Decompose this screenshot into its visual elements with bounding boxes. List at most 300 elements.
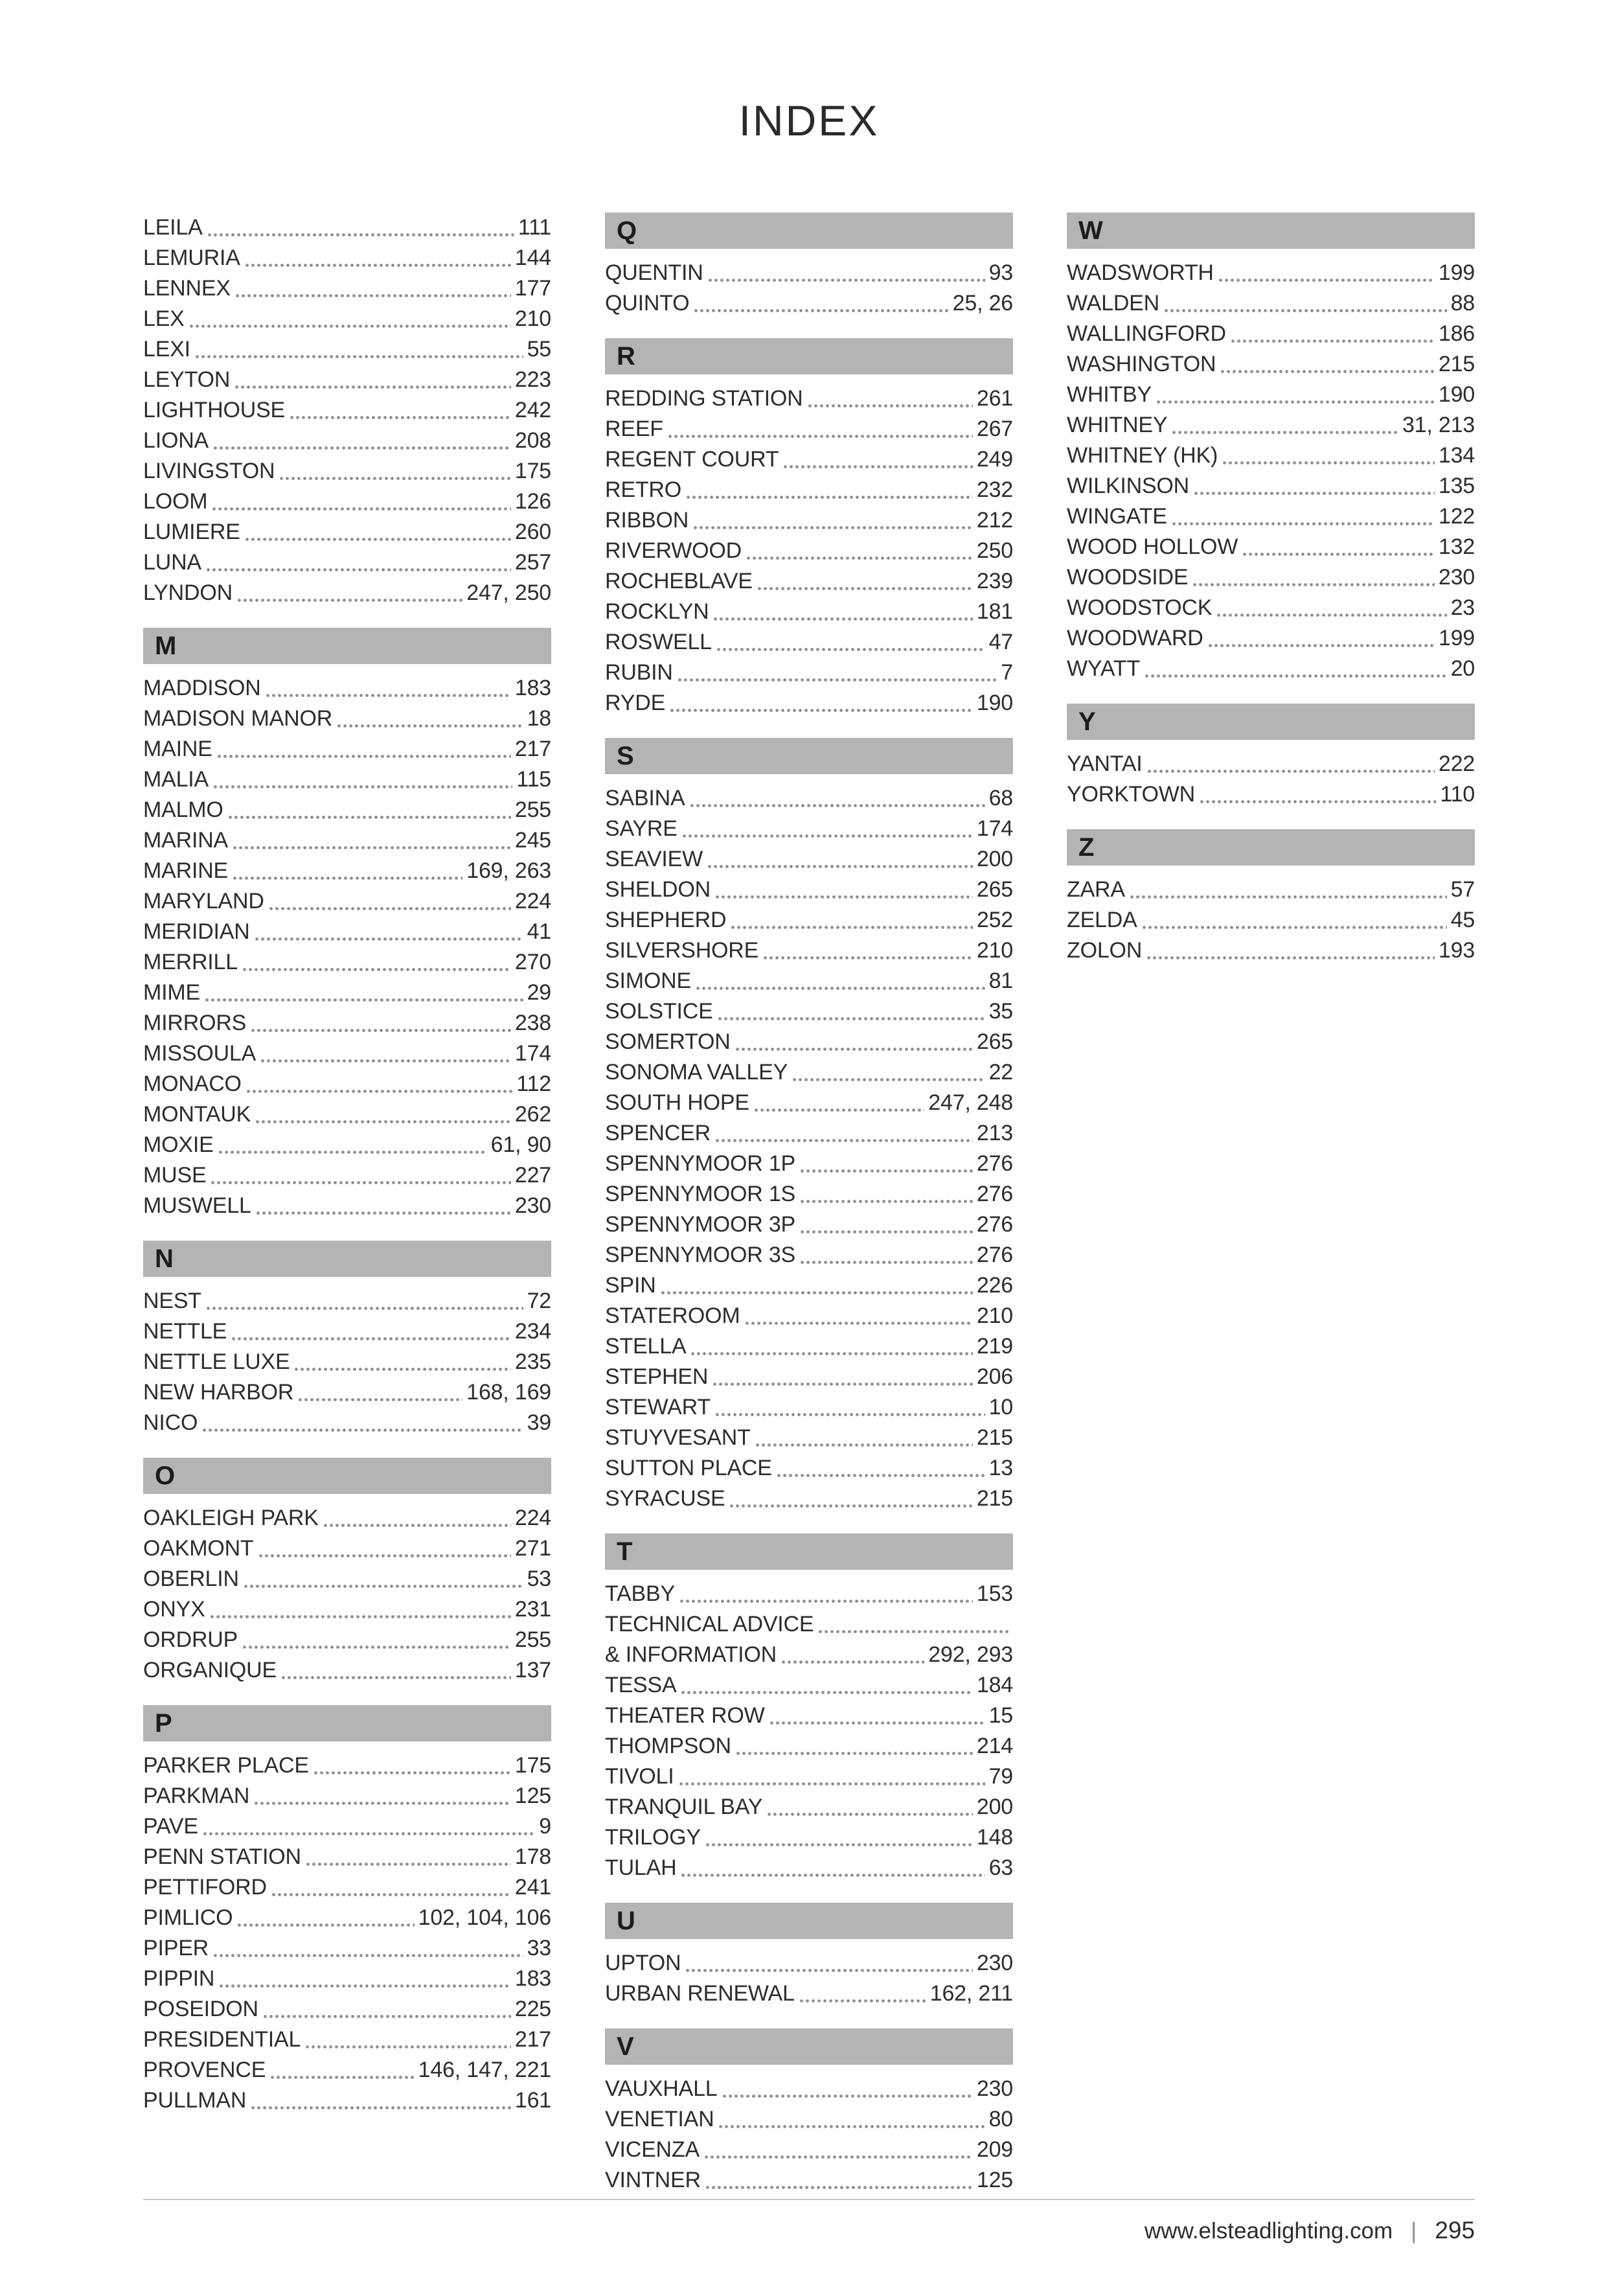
entry-page-numbers: 230 [1438, 565, 1475, 590]
dotted-leader [219, 1151, 487, 1154]
index-entry [605, 844, 1013, 875]
index-entry [605, 1301, 1013, 1331]
entry-name: TABBY [605, 1581, 675, 1606]
index-entry [1067, 532, 1475, 562]
section-letter-header: Q [605, 212, 1013, 249]
entry-name: WOODWARD [1067, 626, 1203, 650]
dotted-leader [259, 1554, 511, 1557]
dotted-leader [271, 2076, 414, 2079]
dotted-leader [245, 264, 511, 267]
dotted-leader [746, 1322, 973, 1325]
index-entry [143, 1408, 551, 1438]
entry-page-numbers: 146, 147, 221 [418, 2058, 551, 2082]
entry-page-numbers: 190 [1438, 382, 1475, 407]
entry-page-numbers: 276 [976, 1243, 1013, 1267]
entry-page-numbers: 208 [514, 428, 551, 453]
entry-name: STEPHEN [605, 1364, 709, 1389]
entry-page-numbers: 175 [514, 1753, 551, 1778]
entry-page-numbers: 80 [988, 2107, 1013, 2131]
index-entry [1067, 936, 1475, 966]
entry-page-numbers: 245 [514, 828, 551, 853]
index-entry [605, 1701, 1013, 1731]
index-entry [143, 704, 551, 734]
index-entry [605, 597, 1013, 627]
entry-name: URBAN RENEWAL [605, 1981, 795, 2006]
index-entry [605, 1331, 1013, 1362]
entry-name: SILVERSHORE [605, 938, 759, 963]
entry-name: MIME [143, 980, 200, 1005]
dotted-leader [1130, 895, 1447, 899]
entry-page-numbers: 215 [976, 1486, 1013, 1511]
entry-name: TECHNICAL ADVICE [605, 1612, 814, 1636]
section-letter-header: W [1067, 212, 1475, 249]
dotted-leader [793, 1078, 985, 1081]
entry-page-numbers: 13 [988, 1456, 1013, 1480]
dotted-leader [1223, 461, 1435, 465]
entry-name: WALLINGFORD [1067, 321, 1226, 346]
dotted-leader [207, 1307, 523, 1310]
dotted-leader [782, 1660, 924, 1664]
entry-page-numbers: 215 [1438, 352, 1475, 376]
dotted-leader [706, 1843, 973, 1846]
index-entry [143, 1781, 551, 1811]
entry-page-numbers: 200 [976, 847, 1013, 871]
entry-name: SPENNYMOOR 1S [605, 1182, 796, 1206]
dotted-leader [238, 1923, 414, 1927]
dotted-leader [800, 1999, 926, 2003]
entry-page-numbers: 134 [1438, 443, 1475, 468]
dotted-leader [233, 846, 511, 849]
entry-name: MALIA [143, 767, 209, 792]
entry-name: SPIN [605, 1273, 656, 1298]
index-entry [143, 365, 551, 395]
dotted-leader [1172, 431, 1398, 434]
dotted-leader [236, 294, 511, 297]
entry-name: STEWART [605, 1395, 711, 1419]
dotted-leader [220, 1984, 511, 1988]
dotted-leader [1143, 926, 1447, 929]
entry-page-numbers: 225 [514, 1997, 551, 2021]
dotted-leader [299, 1398, 462, 1401]
index-entry [605, 688, 1013, 718]
index-page-content [143, 0, 1475, 2196]
entry-name: RUBIN [605, 660, 673, 685]
entry-page-numbers: 226 [976, 1273, 1013, 1298]
entry-name: LEX [143, 306, 185, 331]
dotted-leader [1172, 522, 1435, 525]
entry-name: LIVINGSTON [143, 459, 275, 483]
entry-page-numbers: 20 [1450, 656, 1475, 681]
entry-page-numbers: 168, 169 [466, 1380, 551, 1405]
index-entry [605, 905, 1013, 936]
dotted-leader [1145, 674, 1447, 678]
entry-page-numbers: 126 [514, 489, 551, 514]
entry-page-numbers: 7 [1001, 660, 1013, 685]
entry-name: LENNEX [143, 276, 231, 301]
entry-page-numbers: 55 [527, 337, 551, 362]
entry-name: REDDING STATION [605, 386, 803, 411]
entry-name: MONTAUK [143, 1102, 251, 1127]
entry-name: THOMPSON [605, 1734, 731, 1758]
index-entry [1067, 593, 1475, 623]
entry-page-numbers: 235 [514, 1349, 551, 1374]
index-entry [143, 947, 551, 978]
entry-page-numbers: 241 [514, 1875, 551, 1900]
dotted-leader [801, 1261, 973, 1264]
entry-name: LUNA [143, 550, 201, 575]
index-entry [605, 1088, 1013, 1118]
entry-name: MUSWELL [143, 1193, 251, 1218]
dotted-leader [244, 1585, 523, 1588]
dotted-leader [690, 804, 985, 807]
entry-name: WHITNEY [1067, 413, 1168, 437]
dotted-leader [205, 998, 523, 1002]
entry-page-numbers: 112 [516, 1072, 551, 1096]
entry-page-numbers: 122 [1438, 504, 1475, 529]
entry-name: MERRILL [143, 950, 238, 974]
entry-page-numbers: 199 [1438, 626, 1475, 650]
dotted-leader [768, 1813, 973, 1816]
entry-page-numbers: 63 [988, 1855, 1013, 1880]
dotted-leader [232, 1337, 511, 1340]
index-entry [605, 258, 1013, 288]
index-entry [143, 487, 551, 517]
dotted-leader [290, 416, 511, 419]
entry-name: WHITNEY (HK) [1067, 443, 1218, 468]
dotted-leader [770, 1721, 985, 1725]
dotted-leader [680, 1600, 973, 1603]
entry-page-numbers: 271 [514, 1536, 551, 1561]
entry-page-numbers: 169, 263 [466, 858, 551, 883]
dotted-leader [214, 446, 511, 450]
entry-page-numbers: 186 [1438, 321, 1475, 346]
index-entry [1067, 905, 1475, 936]
entry-page-numbers: 41 [527, 919, 551, 944]
entry-page-numbers: 177 [514, 276, 551, 301]
entry-name: MISSOULA [143, 1041, 256, 1066]
dotted-leader [736, 1048, 973, 1051]
index-entry [143, 1347, 551, 1377]
entry-name: PIMLICO [143, 1905, 233, 1930]
entry-name: SOUTH HOPE [605, 1090, 749, 1115]
entry-name: MARINE [143, 858, 229, 883]
index-entry [1067, 501, 1475, 532]
dotted-leader [719, 2125, 985, 2128]
entry-name: MIRRORS [143, 1011, 247, 1035]
index-entry [1067, 441, 1475, 471]
dotted-leader [251, 1029, 511, 1032]
index-entry [605, 1392, 1013, 1423]
page-title: INDEX [738, 97, 880, 144]
entry-page-numbers: 81 [988, 969, 1013, 993]
entry-page-numbers: 231 [514, 1597, 551, 1622]
index-entry [143, 1008, 551, 1039]
entry-name: ORGANIQUE [143, 1658, 277, 1682]
entry-name: MONACO [143, 1072, 242, 1096]
entry-page-numbers: 125 [976, 2168, 1013, 2192]
entry-page-numbers: 210 [976, 1303, 1013, 1328]
dotted-leader [229, 816, 511, 819]
entry-name: SEAVIEW [605, 847, 703, 871]
dotted-leader [306, 2045, 511, 2049]
footer-separator: | [1411, 2218, 1417, 2244]
entry-page-numbers: 206 [976, 1364, 1013, 1389]
dotted-leader [718, 1017, 985, 1020]
entry-name: STELLA [605, 1334, 687, 1359]
index-entry [605, 475, 1013, 505]
index-entry [143, 2055, 551, 2085]
dotted-leader [683, 834, 973, 838]
dotted-leader [717, 648, 985, 651]
index-entry [605, 536, 1013, 566]
dotted-leader [1147, 956, 1435, 959]
dotted-leader [709, 279, 985, 282]
entry-name: ROCHEBLAVE [605, 569, 753, 593]
dotted-leader [681, 1691, 972, 1694]
dotted-leader [808, 404, 973, 408]
footer-website: www.elsteadlighting.com [1144, 2218, 1393, 2244]
dotted-leader [256, 1120, 511, 1123]
index-entry [605, 384, 1013, 414]
entry-name: SAYRE [605, 816, 678, 841]
entry-name: WHITBY [1067, 382, 1152, 407]
index-entry [143, 1964, 551, 1994]
dotted-leader [708, 865, 973, 868]
index-entry [605, 444, 1013, 475]
entry-name: LIONA [143, 428, 209, 453]
dotted-leader [272, 1893, 511, 1896]
index-entry [143, 1130, 551, 1160]
index-entry [143, 1191, 551, 1221]
index-entry [605, 1948, 1013, 1979]
entry-name: MADDISON [143, 676, 261, 700]
entry-page-numbers: 183 [514, 676, 551, 700]
dotted-leader [214, 1954, 523, 1957]
entry-page-numbers: 213 [976, 1121, 1013, 1145]
entry-page-numbers: 183 [514, 1966, 551, 1991]
index-column [1067, 212, 1475, 966]
index-entry [605, 1423, 1013, 1453]
index-entry [143, 1069, 551, 1099]
dotted-leader [705, 2155, 973, 2159]
entry-page-numbers: 110 [1440, 782, 1475, 807]
dotted-leader [801, 1169, 973, 1173]
dotted-leader [679, 1782, 985, 1785]
entry-name: WADSWORTH [1067, 260, 1214, 285]
entry-name: ROSWELL [605, 630, 712, 654]
index-entry [143, 1655, 551, 1686]
entry-name: WINGATE [1067, 504, 1167, 529]
entry-name: ZOLON [1067, 938, 1143, 963]
dotted-leader [269, 907, 511, 910]
entry-page-numbers: 247, 248 [928, 1090, 1013, 1115]
entry-page-numbers: 161 [514, 2088, 551, 2113]
index-entry [605, 1579, 1013, 1609]
index-entry [605, 2104, 1013, 2135]
index-entry [143, 1099, 551, 1130]
entry-page-numbers: 230 [514, 1193, 551, 1218]
dotted-leader [784, 465, 972, 468]
entry-page-numbers: 181 [976, 599, 1013, 624]
dotted-leader [678, 678, 997, 682]
entry-name: POSEIDON [143, 1997, 258, 2021]
entry-name: ZELDA [1067, 908, 1137, 932]
dotted-leader [730, 1504, 972, 1508]
entry-page-numbers: 35 [988, 999, 1013, 1024]
entry-page-numbers: 224 [514, 889, 551, 913]
section-letter-header: Z [1067, 829, 1475, 866]
entry-page-numbers: 61, 90 [490, 1132, 551, 1157]
entry-name: VAUXHALL [605, 2076, 718, 2101]
index-entry [605, 1179, 1013, 1210]
entry-page-numbers: 23 [1450, 595, 1475, 620]
dotted-leader [247, 1090, 513, 1093]
dotted-leader [736, 1752, 973, 1755]
dotted-leader [716, 895, 973, 899]
entry-name: SPENNYMOOR 3S [605, 1243, 796, 1267]
entry-name: SYRACUSE [605, 1486, 725, 1511]
index-entry [143, 764, 551, 795]
entry-page-numbers: 260 [514, 520, 551, 544]
dotted-leader [214, 785, 512, 788]
index-entry [605, 1149, 1013, 1179]
dotted-leader [681, 1874, 985, 1877]
entry-name: PETTIFORD [143, 1875, 267, 1900]
entry-page-numbers: 18 [527, 706, 551, 731]
entry-name: REGENT COURT [605, 447, 779, 472]
index-entry [143, 978, 551, 1008]
entry-page-numbers: 135 [1438, 474, 1475, 498]
entry-name: PENN STATION [143, 1844, 301, 1869]
dotted-leader [211, 1615, 511, 1618]
entry-name: SABINA [605, 786, 685, 810]
dotted-leader [295, 1368, 510, 1371]
dotted-leader [764, 956, 973, 959]
entry-name: NEST [143, 1289, 201, 1313]
entry-page-numbers: 144 [514, 246, 551, 270]
entry-name: RIBBON [605, 508, 689, 533]
index-entry [605, 936, 1013, 966]
dotted-leader [819, 1630, 1009, 1633]
dotted-leader [1221, 370, 1435, 373]
dotted-leader [691, 1352, 972, 1355]
entry-name: LIGHTHOUSE [143, 398, 286, 422]
index-entry [605, 2165, 1013, 2196]
entry-page-numbers: 39 [527, 1410, 551, 1435]
entry-page-numbers: 178 [514, 1844, 551, 1869]
entry-page-numbers: 224 [514, 1506, 551, 1530]
index-entry [143, 1903, 551, 1933]
index-entry [1067, 288, 1475, 319]
entry-name: LOOM [143, 489, 208, 514]
index-entry [605, 1057, 1013, 1088]
entry-name: STATEROOM [605, 1303, 740, 1328]
index-entry [143, 825, 551, 856]
entry-page-numbers: 190 [976, 691, 1013, 715]
entry-name: MADISON MANOR [143, 706, 333, 731]
entry-page-numbers: 222 [1438, 752, 1475, 776]
entry-page-numbers: 209 [976, 2137, 1013, 2162]
index-entry [605, 783, 1013, 814]
entry-page-numbers: 174 [976, 816, 1013, 841]
entry-page-numbers: 199 [1438, 260, 1475, 285]
entry-name: ORDRUP [143, 1627, 238, 1652]
dotted-leader [723, 2095, 973, 2098]
entry-page-numbers: 111 [518, 215, 551, 240]
index-entry [143, 1751, 551, 1781]
entry-page-numbers: 137 [514, 1658, 551, 1682]
entry-page-numbers: 265 [976, 877, 1013, 902]
entry-page-numbers: 265 [976, 1029, 1013, 1054]
index-entry [605, 1792, 1013, 1822]
dotted-leader [694, 526, 973, 529]
dotted-leader [716, 1413, 985, 1416]
entry-name: MUSE [143, 1163, 207, 1188]
index-entry [143, 673, 551, 704]
entry-page-numbers: 33 [527, 1936, 551, 1960]
entry-name: TULAH [605, 1855, 677, 1880]
entry-name: SPENCER [605, 1121, 711, 1145]
entry-page-numbers: 174 [514, 1041, 551, 1066]
entry-name: LEILA [143, 215, 203, 240]
index-entry [605, 814, 1013, 844]
entry-page-numbers: 162, 211 [929, 1981, 1013, 2006]
dotted-leader [716, 1139, 973, 1142]
entry-page-numbers: 210 [976, 938, 1013, 963]
entry-page-numbers: 57 [1450, 877, 1475, 902]
entry-name: MARINA [143, 828, 229, 853]
entry-page-numbers: 153 [976, 1581, 1013, 1606]
index-entry [143, 1594, 551, 1625]
index-entry [605, 1762, 1013, 1792]
index-entry [605, 1670, 1013, 1701]
entry-page-numbers: 148 [976, 1825, 1013, 1850]
index-entry [143, 2025, 551, 2055]
entry-page-numbers: 88 [1450, 291, 1475, 316]
index-entry [605, 566, 1013, 597]
entry-page-numbers: 219 [976, 1334, 1013, 1359]
entry-page-numbers: 239 [976, 569, 1013, 593]
index-entry [1067, 875, 1475, 905]
section-letter-header: P [143, 1705, 551, 1741]
index-entry [143, 1503, 551, 1533]
entry-page-numbers: 238 [514, 1011, 551, 1035]
dotted-leader [235, 385, 511, 389]
index-entry [143, 1872, 551, 1903]
dotted-leader [280, 477, 511, 480]
dotted-leader [211, 1181, 510, 1184]
entry-name: RETRO [605, 477, 682, 502]
index-entry [143, 1160, 551, 1191]
entry-name: SHEPHERD [605, 908, 727, 932]
entry-name: TIVOLI [605, 1764, 674, 1789]
entry-name: NETTLE LUXE [143, 1349, 290, 1374]
entry-name: PIPPIN [143, 1966, 215, 1991]
entry-name: OBERLIN [143, 1567, 239, 1591]
dotted-leader [713, 1383, 973, 1386]
index-entry [605, 1118, 1013, 1149]
dotted-leader [686, 1969, 972, 1972]
entry-page-numbers: 175 [514, 459, 551, 483]
index-entry [605, 1609, 1013, 1640]
index-entry [143, 2085, 551, 2116]
entry-name: LEMURIA [143, 246, 240, 270]
dotted-leader [801, 1230, 973, 1234]
entry-name: PIPER [143, 1936, 209, 1960]
index-columns [143, 212, 1475, 2196]
index-entry [605, 1270, 1013, 1301]
entry-name: PULLMAN [143, 2088, 247, 2113]
